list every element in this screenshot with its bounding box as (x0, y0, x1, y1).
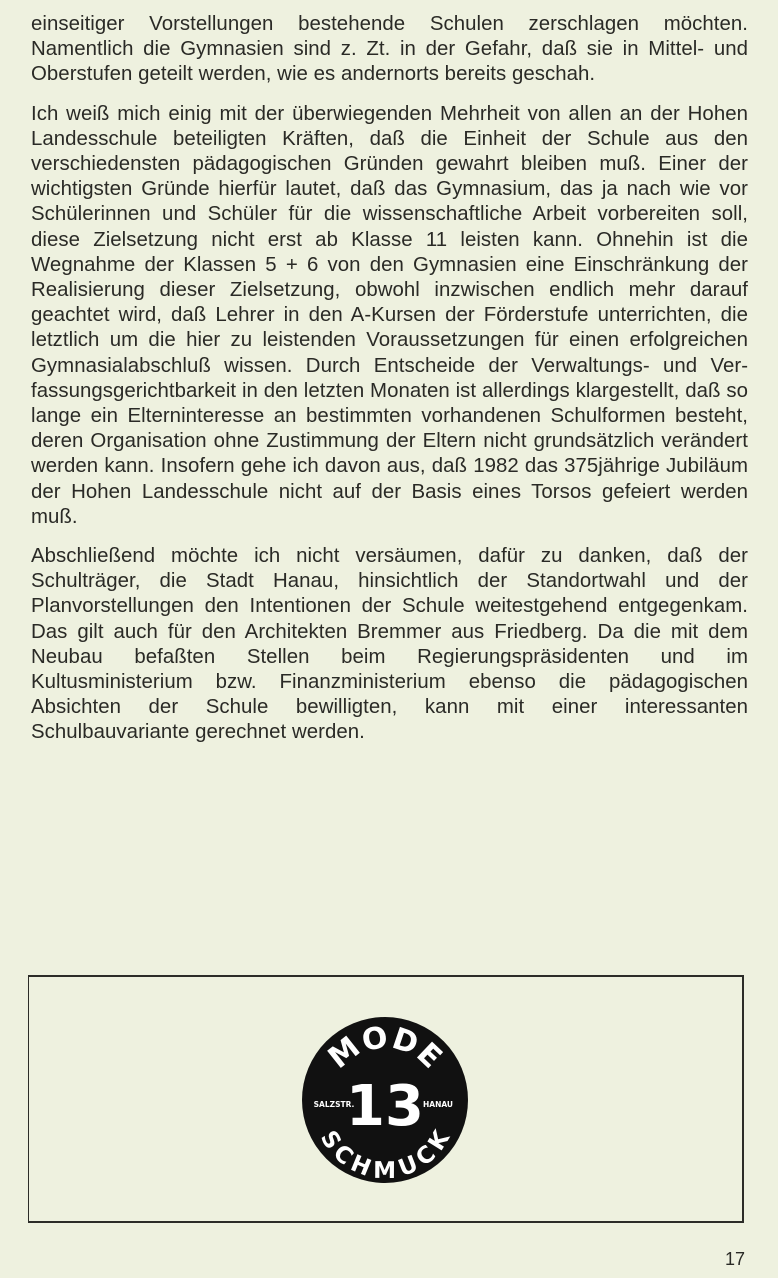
seal-right-text: HANAU (422, 1100, 454, 1109)
seal-number: 13 (346, 1074, 424, 1139)
paragraph-1: einseitiger Vorstellungen bestehende Schulen zerschlagen möchten. Namentlich die Gymnasien sind z. Zt. in der Gefahr, daß sie in Mittel- und Oberstufen geteilt werden, wie es andernorts bereits geschah. (31, 13, 748, 86)
mode-schmuck-seal-logo (300, 1015, 470, 1185)
seal-left-text: SALZSTR. (313, 1100, 355, 1109)
advertisement-box (28, 975, 744, 1223)
paragraph-2: Ich weiß mich einig mit der überwiegenden Mehrheit von allen an der Hohen Landesschule beteiligten Kräften, daß die Einheit der Schule aus den verschiedensten pädagogischen Gründen gewahrt bleiben muß. Einer der wichtigsten Gründe hierfür lautet, daß das Gymnasium, das ja nach wie vor Schülerinnen und Schüler für die wissenschaftliche Arbeit vorbereiten soll, diese Zielsetzung nicht erst ab Klasse 11 leisten kann. Ohnehin ist die Wegnahme der Klassen 5 + 6 von den Gymnasien eine Einschränkung der Realisierung dieser Zielsetzung, obwohl inzwischen endlich mehr darauf geachtet wird, daß Lehrer in den A-Kursen der Förderstufe unterrichten, die letztlich um die hier zu leistenden Voraussetzungen für einen erfolgreichen Gymnasialabschluß wissen. Durch Entscheide der Verwaltungs- und Verfassungsgerichtbarkeit in den letzten Monaten ist allerdings klargestellt, daß so lange ein Elterninteresse an bestimmten vorhandenen Schulformen besteht, deren Organisation ohne Zustimmung der Eltern nicht grundsätzlich verändert werden kann. Insofern gehe ich davon aus, daß 1982 das 375jährige Jubiläum der Hohen Landesschule nicht auf der Basis eines Torsos gefeiert werden muß. (31, 102, 748, 528)
page-number: 17 (725, 1249, 746, 1269)
seal-bottom-text: SCHMUCK (314, 1126, 456, 1185)
paragraph-3: Abschließend möchte ich nicht versäumen, dafür zu danken, daß der Schulträger, die Stadt Hanau, hinsichtlich der Standortwahl und der Planvorstellungen den Intentionen der Schule weitestgehend entgegenkam. Das gilt auch für den Architekten Bremmer aus Friedberg. Da die mit dem Neubau befaßten Stellen beim Regierungspräsidenten und im Kultusministerium bzw. Finanzministerium ebenso die pädagogischen Absichten der Schule bewilligten, kann mit einer interessanten Schulbauvariante gerechnet werden. (31, 545, 748, 744)
body-text (31, 12, 748, 760)
seal-top-text: MODE (321, 1019, 450, 1077)
